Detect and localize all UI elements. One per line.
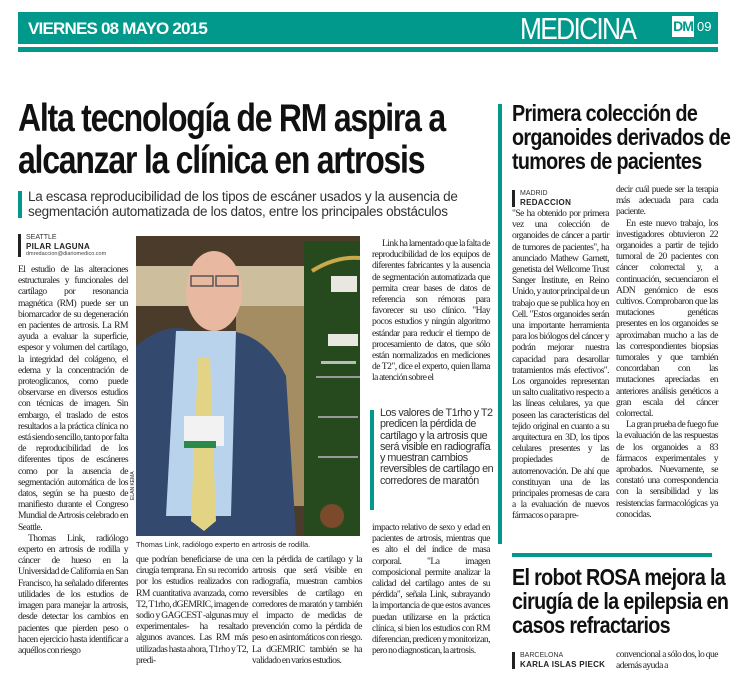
paragraph: cen la pérdida de cartílago y la artrosis que será visible en radiografía, muestran cambios reversibles de cartílago en corredores de maratón y también el impacto de medidas de prevención como la pérdida de peso en asintomáticos con riesgo. La dGEMRIC también se ha validado en varios estudios. — [252, 554, 362, 666]
byline-author: REDACCION — [520, 198, 572, 207]
paragraph: Link ha lamentado que la falta de reproducibilidad de los equipos de diferentes fabricantes y la ausencia de segmentación automatizada que permita crear bases de datos de referencia son rémoras para favorecer su uso clínico. "Hay pocos estudios y ningún algoritmo estándar para reducir el tiempo de procesamiento de datos, que sólo están normalizados en mediciones de T2", dice el experto, quien llama la atención sobre el — [372, 238, 490, 384]
portrait-image — [136, 236, 360, 536]
section-title: MEDICINA — [520, 11, 636, 46]
photo-thomas-link — [136, 236, 360, 536]
paragraph: La gran prueba de fuego fue la evaluación de las respuestas de los organoides a 83 fármacos experimentales y aprobados. Nuevamente, se constató una correspondencia con la sensibilidad y las resistencias farmacológicas ya conocidas. — [616, 419, 718, 520]
main-column-4-top — [372, 238, 490, 384]
side1-column-1 — [512, 208, 609, 522]
byline-author: KARLA ISLAS PIECK — [520, 660, 606, 669]
main-subtitle: La escasa reproducibilidad de los tipos de escáner usados y la ausencia de segmentación automatizada de los datos, entre los principales obstáculos — [28, 189, 458, 219]
byline-city: BARCELONA — [520, 652, 564, 659]
header-stripe — [18, 47, 718, 52]
byline-author: PILAR LAGUNA — [26, 242, 91, 251]
byline-city: SEATTLE — [26, 234, 57, 241]
byline-city: MADRID — [520, 190, 548, 197]
subtitle-bar — [18, 191, 22, 218]
dm-logo: DM — [672, 16, 694, 37]
main-column-1 — [18, 264, 128, 656]
byline-email: dmredaccion@diariomedico.com — [26, 251, 107, 257]
paragraph: convencional a sólo dos, lo que además ayuda a — [616, 649, 718, 672]
paragraph: que podrían beneficiarse de una cirugía temprana. En su recorrido por los estudios realizados con RM cuantitativa avanzada, como T2, T1rho, dGEMRIC, imagen de sodio y GAGCEST -algunas muy experimentales- ha resaltado algunos avances. Las RM más utilizadas hasta ahora, T1rho y T2, predi- — [136, 554, 248, 666]
section-rule — [512, 553, 712, 557]
main-byline — [18, 234, 106, 257]
side-headline-robot-rosa: El robot ROSA mejora la cirugía de la epilepsia en casos refractarios — [512, 564, 729, 638]
column-divider — [498, 104, 502, 544]
photo-credit: ELAN KEMA — [130, 471, 136, 500]
paragraph: "Se ha obtenido por primera vez una colección de organoides de cáncer a partir de tumores de pacientes", ha anunciado Mathew Garnett, genetista del Wellcome Trust Sanger Institute, en Reino Unido, y autor principal de un trabajo que se publica hoy en Cell. "Estos organoides serán una importante herramienta para los biólogos del cáncer y podrán mejorar nuestra capacidad para desarollar tratamientos más efectivos". Los organoides representan un salto cualitativo respecto a las líneas celulares, ya que poseen las características del tejido original en cuanto a su arquitectura en 3D, los tipos celulares presentes y las propiedades de autorrenovación. De ahí que constituyan una de las principales promesas de cara a la evaluación de nuevos fármacos o para pre- — [512, 208, 609, 522]
side-headline-organoides: Primera colección de organoides derivados de tumores de pacientes — [512, 100, 731, 174]
paragraph: Thomas Link, radiólogo experto en artrosis de rodilla y cáncer de hueso en la Universidad de California en San Francisco, ha señalado diferentes utilidades de los estudios de imagen para manejar la artrosis, desde detectar los cambios en pacientes que pierden peso o hacen ejercicio hasta identificar a aquéllos con riesgo — [18, 532, 128, 656]
main-column-4-bottom — [372, 522, 490, 656]
pullquote: Los valores de T1rho y T2 predicen la pérdida de cartílago y la artrosis que será visible en radiografía y muestran cambios reversibles de cartílago en corredores de maratón — [380, 407, 494, 487]
main-column-3 — [252, 554, 362, 666]
paragraph: En este nuevo trabajo, los investigadores obtuvieron 22 organoides a partir de tejido tumoral de 20 pacientes con cáncer colorrectal y, a continuación, secuenciaron el ADN genómico de esos cultivos. Comprobaron que las mutaciones genéticas presentes en los organoides se aproximaban mucho a las de las correspondientes biopsias tumorales y que también concordaban con las mutaciones apreciadas en anteriores análisis genéticos a gran escala del cáncer colorrectal. — [616, 217, 718, 420]
issue-date: VIERNES 08 MAYO 2015 — [28, 19, 207, 38]
pullquote-bar — [370, 410, 374, 510]
paragraph: impacto relativo de sexo y edad en pacientes de artrosis, mientras que es alto el del índice de masa corporal. "La imagen composicional permite analizar la calidad del cartílago antes de su pérdida", señala Link, subrayando la importancia de que estos avances puedan utilizarse en la práctica clínica, si bien los estudios con RM diferencian, predicen y monitorizan, pero no diagnostican, la artrosis. — [372, 522, 490, 657]
side1-byline — [512, 190, 571, 207]
side1-column-2 — [616, 184, 718, 520]
side2-byline — [512, 652, 605, 669]
photo-caption: Thomas Link, radiólogo experto en artrosis de rodilla. — [136, 540, 311, 549]
page-number: 09 — [697, 19, 712, 34]
paragraph: El estudio de las alteraciones estructurales y funcionales del cartílago por resonancia magnética (RM) puede ser un biomarcador de su degeneración en pacientes de artrosis. La RM ayuda a evaluar la superficie, espesor y volumen del cartílago, la integridad del colágeno, el edema y la concentración de proteoglicanos, como puede observarse en diversos estudios con técnicas de imagen. Sin embargo, el traslado de estos resultados a la práctica clínica no está siendo sencillo, tanto por falta de reproducibilidad de los diferentes tipos de escáneres como por la ausencia de segmentación automática de los datos, según se ha puesto de manifiesto durante el Congreso Mundial de Artrosis celebrado en Seattle. — [18, 264, 128, 533]
main-headline: Alta tecnología de RM aspira a alcanzar la clínica en artrosis — [18, 97, 445, 182]
main-column-2 — [136, 554, 248, 666]
side2-column-2 — [616, 649, 718, 671]
paragraph: decir cuál puede ser la terapia más adecuada para cada paciente. — [616, 184, 718, 218]
